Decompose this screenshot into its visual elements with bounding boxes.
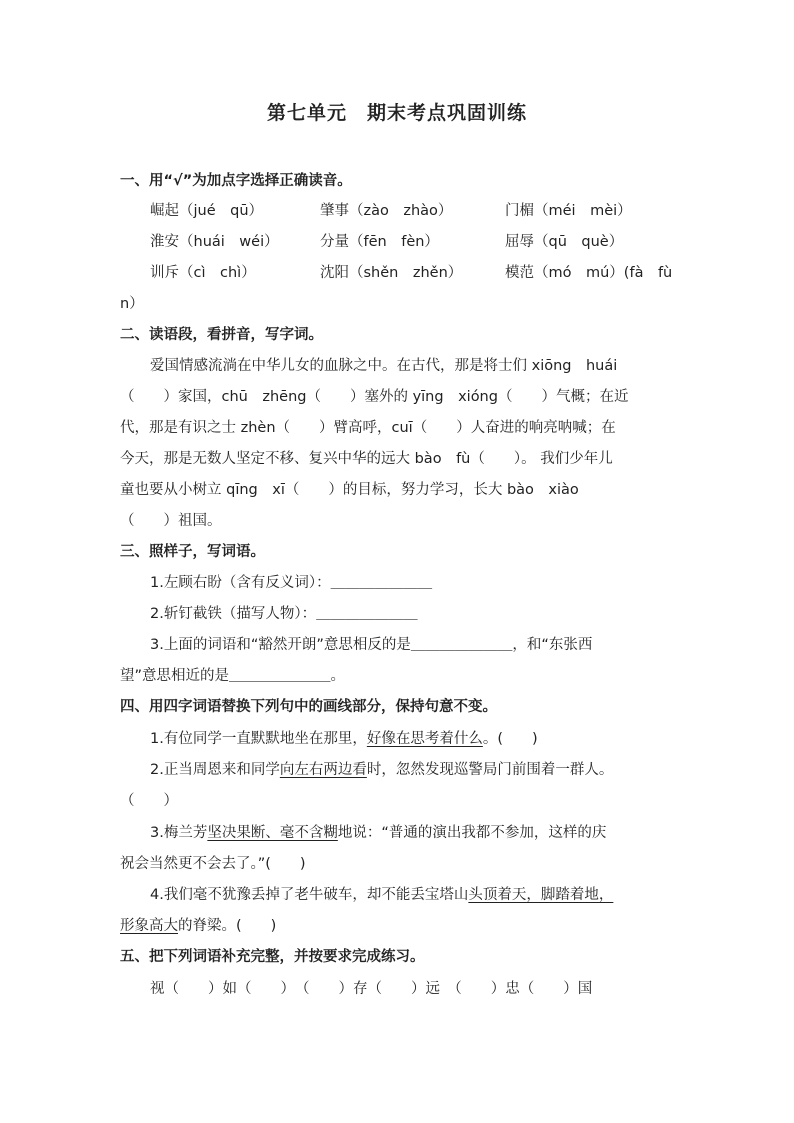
s1-r2-c2: 分量（fēn fèn）	[320, 234, 439, 250]
s2-line4: 今天，那是无数人坚定不移、复兴中华的远大 bào fù（ ）。 我们少年儿	[120, 451, 613, 467]
s4-item3-wrap: 祝会当然更不会去了。”( )	[120, 856, 306, 872]
s2-line1: 爱国情感流淌在中华儿女的血脉之中。在古代，那是将士们 xiōng huái	[150, 358, 618, 374]
s4-item1-post: 。( )	[482, 731, 538, 747]
s4-item1-underlined: 好像在思考着什么	[366, 731, 483, 747]
s4-item1-pre: 1.有位同学一直默默地坐在那里，	[150, 731, 367, 747]
s4-item3-pre: 3.梅兰芳	[150, 825, 208, 841]
s4-item4-wrap	[120, 916, 276, 936]
s1-wrap: n）	[120, 296, 144, 312]
s2-line2: （ ）家国，chū zhēng（ ）塞外的 yīng xióng（ ）气概；在近	[120, 389, 629, 405]
s3-item3: 3.上面的词语和“豁然开朗”意思相反的是＿＿＿＿＿＿＿，和“东张西	[150, 637, 593, 653]
s4-item3	[150, 823, 606, 843]
section5-heading: 五、把下列词语补充完整，并按要求完成练习。	[120, 949, 425, 965]
s5-fill-line: 视（ ）如（ ） （ ）存（ ）远 （ ）忠（ ）国	[150, 981, 593, 997]
s4-item4-wrap-post: 的脊梁。( )	[178, 918, 277, 934]
s1-r1-c1: 崛起（jué qū）	[150, 203, 264, 219]
s2-line6: （ ）祖国。	[120, 513, 222, 529]
s4-item1	[150, 729, 538, 749]
s4-item2-post: 时，忽然发现巡警局门前围着一群人。	[366, 762, 614, 778]
s1-r2-c3: 屈辱（qū què）	[505, 234, 624, 250]
s1-r3-c2: 沈阳（shěn zhěn）	[320, 265, 463, 281]
s4-item3-underlined: 坚决果断、毫不含糊	[207, 825, 338, 841]
section2-heading: 二、读语段，看拼音，写字词。	[120, 327, 323, 343]
s1-r1-c3: 门楣（méi mèi）	[505, 203, 632, 219]
s4-item4-pre: 4.我们毫不犹豫丢掉了老牛破车，却不能丢宝塔山	[150, 887, 469, 903]
s1-r3-c1: 训斥（cì chì）	[150, 265, 256, 281]
section4-heading: 四、用四字词语替换下列句中的画线部分，保持句意不变。	[120, 699, 497, 715]
s4-item2-pre: 2.正当周恩来和同学	[150, 762, 280, 778]
s4-item2-wrap: （ ）	[120, 793, 178, 809]
s2-line3: 代，那是有识之士 zhèn（ ）臂高呼，cuī（ ）人奋进的响亮呐喊；在	[120, 420, 616, 436]
s4-item2	[150, 760, 613, 780]
s4-item3-post: 地说：“普通的演出我都不参加，这样的庆	[337, 825, 607, 841]
s1-r1-c2: 肇事（zào zhào）	[320, 203, 453, 219]
s3-item1: 1.左顾右盼（含有反义词）：＿＿＿＿＿＿＿	[150, 575, 433, 591]
s4-item2-underlined: 向左右两边看	[279, 762, 367, 778]
s2-line5: 童也要从小树立 qīng xī（ ）的目标，努力学习，长大 bào xiào	[120, 482, 579, 498]
section3-heading: 三、照样子，写词语。	[120, 544, 265, 560]
s3-item2: 2.斩钉截铁（描写人物）：＿＿＿＿＿＿＿	[150, 606, 418, 622]
s1-r2-c1: 淮安（huái wéi）	[150, 234, 279, 250]
s4-item4	[150, 885, 613, 905]
section1-heading: 一、用“√”为加点字选择正确读音。	[120, 173, 352, 189]
page-title: 第七单元 期末考点巩固训练	[266, 102, 527, 124]
s4-item4-wrap-underlined: 形象高大	[120, 918, 178, 934]
s3-item3-wrap: 望”意思相近的是＿＿＿＿＿＿＿。	[120, 668, 346, 684]
s1-r3-c3: 模范（mó mú）(fà fù	[505, 265, 673, 281]
s4-item4-underlined: 头顶着天，脚踏着地，	[468, 887, 614, 903]
